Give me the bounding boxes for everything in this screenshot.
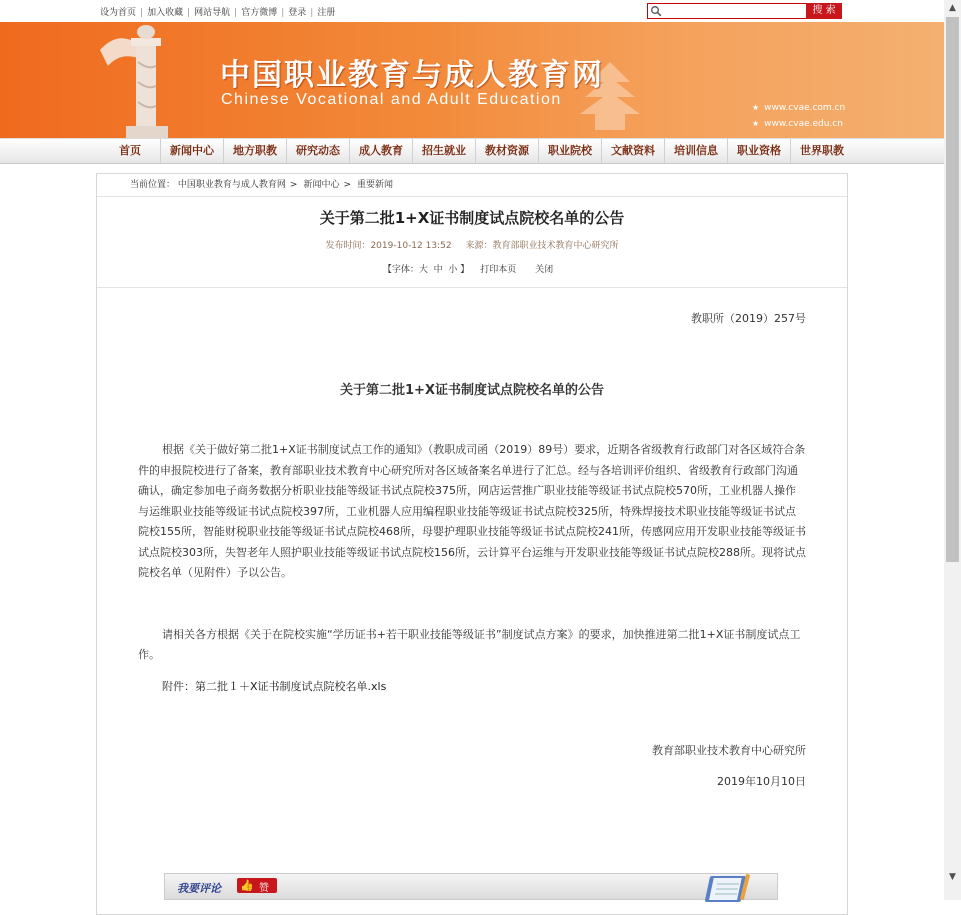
search-input[interactable] (647, 3, 807, 19)
search-icon (650, 5, 662, 17)
font-size-label: 【字体： (382, 265, 419, 275)
divider: | (234, 8, 238, 18)
set-homepage-link[interactable]: 设为首页 (100, 8, 137, 18)
comment-bar (164, 873, 778, 900)
nav-item-research[interactable]: 研究动态 (287, 139, 350, 163)
divider: | (187, 8, 191, 18)
site-banner (0, 22, 944, 138)
font-large-button[interactable]: 大 (418, 265, 428, 275)
nav-item-resources[interactable]: 教材资源 (476, 139, 539, 163)
nav-item-documents[interactable]: 文献资料 (602, 139, 665, 163)
divider: | (310, 8, 314, 18)
body-title: 关于第二批1+X证书制度试点院校名单的公告 (340, 383, 604, 398)
divider: | (140, 8, 144, 18)
site-url: www.cvae.com.cn (764, 103, 846, 113)
attachment (138, 678, 806, 694)
scroll-thumb[interactable] (946, 17, 959, 562)
top-utility-bar (0, 0, 944, 22)
article-meta (97, 238, 847, 251)
article-tools (97, 253, 847, 288)
divider: | (281, 8, 285, 18)
nav-item-employment[interactable]: 招生就业 (413, 139, 476, 163)
breadcrumb (97, 174, 847, 197)
nav-item-qualification[interactable]: 职业资格 (728, 139, 791, 163)
article-body (97, 310, 847, 789)
breadcrumb-prefix: 当前位置： (130, 180, 176, 190)
article-container (96, 173, 848, 915)
notebook-icon (705, 872, 755, 902)
like-button[interactable] (237, 878, 277, 893)
site-title: 中国职业教育与成人教育网 (220, 58, 604, 93)
close-button[interactable]: 关闭 (535, 265, 554, 275)
scroll-up-arrow-icon[interactable]: ▲ (949, 3, 956, 13)
vertical-scrollbar[interactable] (944, 0, 961, 900)
official-weibo-link[interactable]: 官方微博 (241, 8, 278, 18)
nav-item-training[interactable]: 培训信息 (665, 139, 728, 163)
font-medium-button[interactable]: 中 (433, 265, 443, 275)
nav-item-world[interactable]: 世界职教 (800, 144, 844, 157)
signature-organization: 教育部职业技术教育中心研究所 (652, 743, 806, 757)
scroll-down-arrow-icon[interactable]: ▼ (949, 872, 956, 882)
huabiao-pillar-icon (98, 22, 188, 138)
breadcrumb-separator: > (289, 180, 298, 190)
font-size-control (383, 265, 469, 275)
attachment-label: 附件： (162, 679, 195, 693)
publish-time: 发布时间：2019-10-12 13:52 (325, 241, 452, 251)
article-source: 来源：教育部职业技术教育中心研究所 (465, 241, 619, 251)
nav-item-home[interactable]: 首页 (100, 139, 161, 163)
site-subtitle: Chinese Vocational and Adult Education (221, 91, 562, 108)
nav-item-news[interactable]: 新闻中心 (161, 139, 224, 163)
site-urls (752, 100, 845, 132)
paragraph-main: 根据《关于做好第二批1+X证书制度试点工作的通知》（教职成司函（2019）89号）要求，近期各省级教育行政部门对各区域符合条件的申报院校进行了备案，教育部职业技术教育中心研究所对各区域备案名单进行了汇总。经与各培训评价组织、省级教育行政部门沟通确认，确定参加电子商务数据分析职业技能等级证书试点院校375所，网店运营推广职业技能等级证书试点院校570所，工业机器人操作与运维职业技能等级证书试点院校397所，工业机器人应用编程职业技能等级证书试点院校325所，特殊焊接技术职业技能等级证书试点院校155所，智能财税职业技能等级证书试点院校468所，母婴护理职业技能等级证书试点院校241所，传感网应用开发职业技能等级证书试点院校303所，失智老年人照护职业技能等级证书试点院校156所，云计算平台运维与开发职业技能等级证书试点院校288所。现将试点院校名单（见附件）予以公告。 (138, 443, 806, 579)
font-small-button[interactable]: 小 (448, 265, 458, 275)
site-url: www.cvae.edu.cn (764, 119, 843, 129)
document-number: 教职所（2019）257号 (691, 312, 806, 325)
star-icon: ★ (752, 119, 760, 128)
breadcrumb-separator: > (343, 180, 352, 190)
like-label: 赞 (259, 883, 269, 894)
paragraph-request: 请相关各方根据《关于在院校实施“学历证书+若干职业技能等级证书”制度试点方案》的要求，加快推进第二批1+X证书制度试点工作。 (138, 627, 801, 661)
add-favorite-link[interactable]: 加入收藏 (147, 8, 184, 18)
main-nav (0, 138, 944, 164)
search-button[interactable]: 搜 索 (806, 3, 842, 19)
article-title: 关于第二批1+X证书制度试点院校名单的公告 (319, 209, 625, 227)
comment-label: 我要评论 (177, 882, 221, 895)
thumbs-up-icon: 👍 (240, 879, 254, 892)
star-icon: ★ (752, 103, 760, 112)
breadcrumb-important-news[interactable]: 重要新闻 (357, 180, 394, 190)
login-link[interactable]: 登录 (288, 8, 307, 18)
font-size-end: 】 (460, 265, 470, 275)
attachment-file-link[interactable]: 第二批１＋X证书制度试点院校名单.xls (195, 679, 387, 693)
breadcrumb-home[interactable]: 中国职业教育与成人教育网 (177, 180, 286, 190)
site-nav-link[interactable]: 网站导航 (194, 8, 231, 18)
signature-date: 2019年10月10日 (717, 774, 806, 788)
breadcrumb-news[interactable]: 新闻中心 (303, 180, 340, 190)
register-link[interactable]: 注册 (317, 8, 336, 18)
print-button[interactable]: 打印本页 (480, 265, 517, 275)
nav-item-local[interactable]: 地方职教 (224, 139, 287, 163)
nav-item-schools[interactable]: 职业院校 (539, 139, 602, 163)
nav-item-adult-edu[interactable]: 成人教育 (350, 139, 413, 163)
top-links (100, 5, 335, 18)
